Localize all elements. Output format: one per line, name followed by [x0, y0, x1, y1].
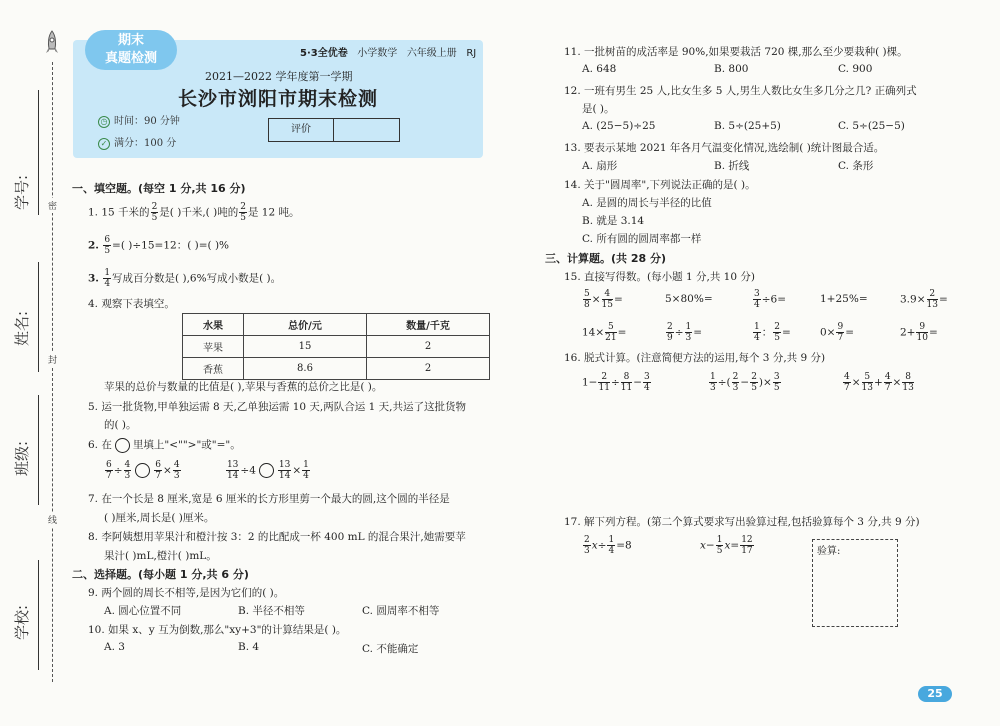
- option-11a[interactable]: A. 648: [582, 63, 617, 75]
- question-6-items: $\frac{6}{7}$ ÷ $\frac{4}{3}$ $\frac{6}{7}$ × $\frac{4}{3}$ $\frac{13}{14}$ ÷4 $\frac{13}{14}$ × $\frac{1}{4}$: [106, 460, 309, 481]
- question-11: 11. 一批树苗的成活率是 90%,如果要栽活 720 棵,那么至少要栽种( )棵。: [564, 46, 908, 58]
- question-17: 17. 解下列方程。(第二个算式要求写出验算过程,包括验算每个 3 分,共 9 分): [564, 516, 920, 528]
- name-label: 姓名:: [13, 310, 32, 347]
- table-row: [183, 358, 490, 380]
- question-2: 2. $\frac{6}{5}$ =( )÷15=12：( )=( )%: [88, 235, 230, 256]
- question-15: 15. 直接写得数。(每小题 1 分,共 10 分): [564, 271, 755, 283]
- eval-label: 评价: [269, 119, 334, 141]
- calc-item: 1− $\frac{2}{11}$ ÷ $\frac{8}{11}$ − $\frac{3}{4}$: [582, 372, 650, 393]
- option-10a[interactable]: A. 3: [104, 641, 125, 653]
- calc-item: 0× $\frac{9}{7}$ =: [820, 322, 855, 343]
- compare-circle[interactable]: [135, 463, 150, 478]
- question-13: 13. 要表示某地 2021 年各月气温变化情况,选绘制( )统计图最合适。: [564, 142, 885, 154]
- option-11b[interactable]: B. 800: [714, 63, 749, 75]
- question-14: 14. 关于"圆周率",下列说法正确的是( )。: [564, 179, 756, 191]
- option-10c[interactable]: C. 不能确定: [362, 643, 419, 655]
- option-13b[interactable]: B. 折线: [714, 160, 750, 172]
- section-calc: 三、计算题。(共 28 分): [545, 252, 667, 265]
- grade: 六年级上册: [406, 48, 457, 59]
- clock-icon: ◷: [98, 116, 110, 128]
- school-line: [38, 560, 39, 670]
- section-fill-blank: 一、填空题。(每空 1 分,共 16 分): [72, 182, 246, 195]
- school-label: 学校:: [13, 604, 32, 641]
- school-year: 2021—2022 学年度第一学期: [205, 70, 353, 83]
- compare-circle[interactable]: [115, 438, 130, 453]
- calc-item: 5×80%=: [665, 293, 713, 305]
- class-line: [38, 395, 39, 505]
- fruit-table: [182, 313, 490, 380]
- table-cell: 香蕉: [183, 358, 244, 380]
- calc-item: 3.9× $\frac{2}{13}$ =: [900, 289, 948, 310]
- question-16: 16. 脱式计算。(注意简便方法的运用,每个 3 分,共 9 分): [564, 352, 826, 364]
- name-line: [38, 262, 39, 372]
- question-10: 10. 如果 x、y 互为倒数,那么"xy+3"的计算结果是( )。: [88, 624, 347, 636]
- option-12b[interactable]: B. 5÷(25+5): [714, 120, 781, 132]
- seal-mark-1: 密: [48, 198, 57, 213]
- page-number: 25: [918, 686, 952, 702]
- evaluation-box: [268, 118, 400, 142]
- calc-item: 2+ $\frac{9}{10}$ =: [900, 322, 938, 343]
- seal-mark-3: 线: [48, 512, 57, 527]
- calc-item: $\frac{1}{3}$ ÷( $\frac{2}{3}$ − $\frac{2}{5}$ )× $\frac{3}{5}$: [710, 372, 780, 393]
- question-4-blank: 苹果的总价与数量的比值是( ),苹果与香蕉的总价之比是( )。: [104, 381, 383, 393]
- option-9c[interactable]: C. 圆周率不相等: [362, 605, 440, 617]
- calc-item: 1+25%=: [820, 293, 868, 305]
- series-name: 5·3全优卷: [300, 48, 348, 59]
- table-cell: 2: [367, 336, 490, 358]
- calc-item: $\frac{1}{4}$ ： $\frac{2}{5}$ =: [754, 322, 791, 343]
- compare-circle[interactable]: [259, 463, 274, 478]
- series-info: [300, 44, 476, 59]
- table-header-row: [183, 314, 490, 336]
- question-1: 1. 15 千米的 $\frac{2}{5}$ 是( )千米,( )吨的 $\frac{2}{5}$ 是 12 吨。: [88, 202, 300, 223]
- option-14a[interactable]: A. 是圆的周长与半径的比值: [582, 197, 712, 209]
- question-3: 3. $\frac{1}{4}$ 写成百分数是( ),6%写成小数是( )。: [88, 268, 282, 289]
- question-5-cont: 的( )。: [104, 419, 137, 431]
- calc-item: $\frac{4}{7}$ × $\frac{5}{13}$ + $\frac{4}{7}$ × $\frac{8}{13}$: [844, 372, 914, 393]
- table-row: [183, 336, 490, 358]
- id-line: [38, 90, 39, 215]
- calc-item: $\frac{5}{8}$ × $\frac{4}{15}$ =: [584, 289, 623, 310]
- option-11c[interactable]: C. 900: [838, 63, 873, 75]
- table-header: 数量/千克: [367, 314, 490, 336]
- option-9a[interactable]: A. 圆心位置不同: [104, 605, 182, 617]
- page-title: 长沙市浏阳市期末检测: [178, 88, 379, 110]
- class-label: 班级:: [13, 440, 32, 477]
- option-12a[interactable]: A. (25−5)÷25: [582, 120, 656, 132]
- section-choice: 二、选择题。(每小题 1 分,共 6 分): [72, 568, 249, 581]
- subject: 小学数学: [357, 48, 398, 59]
- table-header: 总价/元: [244, 314, 367, 336]
- badge-line1: 期末: [117, 33, 144, 48]
- option-10b[interactable]: B. 4: [238, 641, 260, 653]
- question-5: 5. 运一批货物,甲单独运需 8 天,乙单独运需 10 天,两队合运 1 天,共运了这批货物: [88, 401, 466, 413]
- equation-item: $\frac{2}{3}$ x÷ $\frac{1}{4}$ =8: [584, 535, 632, 556]
- calc-item: $\frac{2}{9}$ ÷ $\frac{1}{3}$ =: [667, 322, 703, 343]
- exam-badge: [85, 30, 177, 70]
- question-8: 8. 李阿姨想用苹果汁和橙汁按 3：2 的比配成一杯 400 mL 的混合果汁,她需要苹: [88, 531, 466, 543]
- check-label: 验算:: [817, 546, 841, 557]
- question-12: 12. 一班有男生 25 人,比女生多 5 人,男生人数比女生多几分之几? 正确列式: [564, 85, 917, 97]
- table-cell: 2: [367, 358, 490, 380]
- time-info: ◷ 时间：90 分钟: [98, 112, 180, 128]
- table-cell: 15: [244, 336, 367, 358]
- eval-field[interactable]: [334, 119, 399, 141]
- calc-item: 14× $\frac{5}{21}$ =: [582, 322, 627, 343]
- score-info: ✓ 满分：100 分: [98, 134, 176, 150]
- check-icon: ✓: [98, 138, 110, 150]
- id-label: 学号:: [13, 174, 32, 211]
- badge-line2: 真题检测: [104, 51, 157, 66]
- option-13a[interactable]: A. 扇形: [582, 160, 618, 172]
- calc-item: $\frac{3}{4}$ ÷6=: [754, 289, 787, 310]
- question-8-cont: 果汁( )mL,橙汁( )mL。: [104, 550, 217, 562]
- question-4: 4. 观察下表填空。: [88, 298, 175, 310]
- rocket-icon: [43, 30, 61, 59]
- table-cell: 苹果: [183, 336, 244, 358]
- question-7-cont: ( )厘米,周长是( )厘米。: [104, 512, 215, 524]
- check-area[interactable]: [812, 539, 898, 627]
- table-header: 水果: [183, 314, 244, 336]
- option-13c[interactable]: C. 条形: [838, 160, 874, 172]
- edition: RJ: [466, 48, 477, 59]
- seal-mark-2: 封: [48, 352, 57, 367]
- question-9: 9. 两个圆的周长不相等,是因为它们的( )。: [88, 587, 285, 599]
- question-7: 7. 在一个长是 8 厘米,宽是 6 厘米的长方形里剪一个最大的圆,这个圆的半径是: [88, 493, 450, 505]
- equation-item: x− $\frac{1}{5}$ x= $\frac{12}{17}$: [700, 535, 753, 556]
- question-6: 6. 在 里填上"<"">"或"="。: [88, 439, 241, 451]
- option-14c[interactable]: C. 所有圆的圆周率都一样: [582, 233, 702, 245]
- option-14b[interactable]: B. 就是 3.14: [582, 215, 645, 227]
- cut-line: [52, 62, 53, 682]
- question-12-cont: 是( )。: [582, 103, 615, 115]
- option-9b[interactable]: B. 半径不相等: [238, 605, 305, 617]
- table-cell: 8.6: [244, 358, 367, 380]
- option-12c[interactable]: C. 5÷(25−5): [838, 120, 905, 132]
